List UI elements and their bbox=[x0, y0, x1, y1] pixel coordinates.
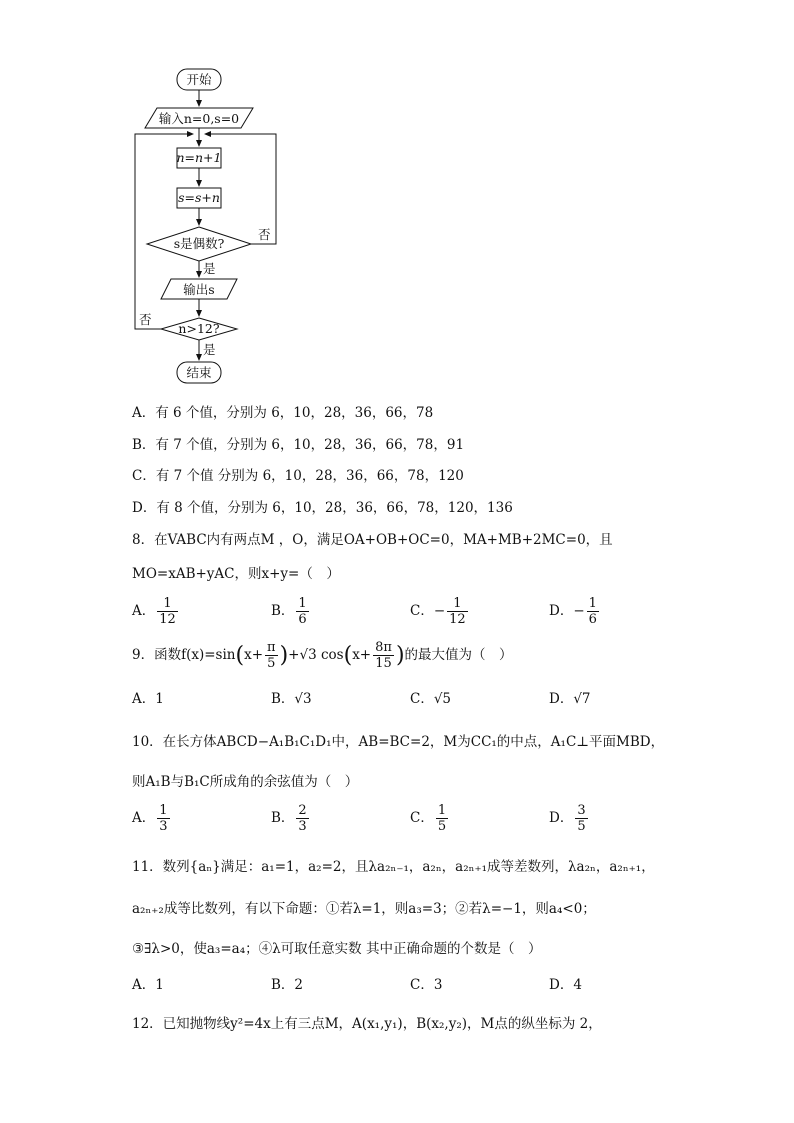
q9-suffix: 的最大值为（ ） bbox=[404, 647, 513, 663]
q8-option-b-label: B． bbox=[271, 603, 295, 619]
step-s-label: s=s+n bbox=[178, 190, 220, 205]
q10-option-b-num: 2 bbox=[298, 803, 307, 818]
q9-option-b: B．√3 bbox=[271, 691, 312, 707]
q10-option-a bbox=[132, 803, 172, 834]
q10-option-b-frac bbox=[296, 803, 308, 834]
q8-option-c-den: 12 bbox=[449, 612, 466, 627]
q11-stem-line1: 11．数列{aₙ}满足：a₁=1，a₂=2，且λa₂ₙ₋₁，a₂ₙ，a₂ₙ₊₁成等差数列，λa₂ₙ，a₂ₙ₊₁， bbox=[132, 859, 655, 875]
q8-option-b-num: 1 bbox=[298, 596, 307, 611]
q11-option-a: A．1 bbox=[132, 977, 164, 993]
output-label: 输出s bbox=[183, 282, 215, 297]
q9-frac2 bbox=[373, 640, 394, 671]
q8-option-a bbox=[132, 596, 180, 627]
no-label-2: 否 bbox=[139, 312, 152, 327]
q10-option-a-den: 3 bbox=[159, 819, 168, 834]
q10-option-c-den: 5 bbox=[437, 819, 447, 834]
q10-option-c-frac bbox=[436, 803, 448, 834]
q10-option-d-label: D． bbox=[549, 810, 574, 826]
q10-option-d-den: 5 bbox=[577, 819, 586, 834]
step-n-label: n=n+1 bbox=[176, 150, 222, 165]
q8-option-b bbox=[271, 596, 311, 627]
q8-option-c-label: C． bbox=[410, 603, 434, 619]
q7-option-b: B．有 7 个值，分别为 6，10，28，36，66，78，91 bbox=[132, 437, 465, 453]
q10-stem-line1: 10．在长方体ABCD−A₁B₁C₁D₁中，AB=BC=2，M为CC₁的中点，A₁C⊥平面MBD， bbox=[132, 734, 665, 750]
q8-option-d bbox=[549, 596, 601, 627]
q10-option-d-num: 3 bbox=[577, 803, 586, 818]
q11-option-c: C．3 bbox=[410, 977, 443, 993]
q9-frac1 bbox=[265, 640, 278, 671]
q7-option-c: C．有 7 个值 分别为 6，10，28，36，66，78，120 bbox=[132, 468, 464, 484]
q8-stem-line1: 8．在VABC内有两点M ，O，满足OA+OB+OC=0，MA+MB+2MC=0，且 bbox=[132, 532, 613, 548]
q8-option-d-label: D． bbox=[549, 603, 574, 619]
q9-mid: +√3 cos bbox=[288, 647, 344, 663]
decision-n-label: n>12? bbox=[178, 321, 220, 336]
q9-option-a: A．1 bbox=[132, 691, 164, 707]
q9-frac1-den: 5 bbox=[267, 656, 276, 671]
q9-frac2-den: 15 bbox=[375, 656, 392, 671]
q8-option-a-frac bbox=[157, 596, 178, 627]
start-label: 开始 bbox=[186, 72, 212, 87]
q8-option-c-frac bbox=[447, 596, 468, 627]
q10-option-a-label: A． bbox=[132, 810, 156, 826]
q9-arg2: x+ bbox=[352, 647, 372, 663]
q10-option-b-label: B． bbox=[271, 810, 295, 826]
q11-option-b: B．2 bbox=[271, 977, 304, 993]
q8-option-c bbox=[410, 596, 470, 627]
q10-stem-line2: 则A₁B与B₁C所成角的余弦值为（ ） bbox=[132, 774, 359, 790]
q9-prefix: 9．函数f(x)=sin bbox=[132, 647, 236, 663]
q9-stem: 9．函数f(x)=sin(x+ $\frac{\pi}{5}$ )+√3 cos(x+ $\frac{8\pi}{15}$ )的最大值为（ ） bbox=[132, 640, 513, 671]
yes-label-1: 是 bbox=[203, 261, 216, 276]
q9-arg1: x+ bbox=[244, 647, 264, 663]
end-label: 结束 bbox=[186, 365, 212, 380]
flowchart bbox=[125, 62, 295, 392]
q9-frac1-num: π bbox=[267, 640, 276, 655]
q8-option-a-den: 12 bbox=[159, 612, 176, 627]
q9-option-c: C．√5 bbox=[410, 691, 452, 707]
input-label: 输入n=0,s=0 bbox=[158, 111, 240, 126]
q10-option-c-num: 1 bbox=[437, 803, 447, 818]
q8-option-d-sign: − bbox=[573, 603, 585, 619]
q8-option-d-frac bbox=[587, 596, 599, 627]
q7-option-a: A．有 6 个值，分别为 6，10，28，36，66，78 bbox=[132, 405, 434, 421]
q11-option-d: D．4 bbox=[549, 977, 582, 993]
q8-stem-line2: MO=xAB+yAC，则x+y=（ ） bbox=[132, 566, 340, 582]
q10-option-d-frac bbox=[575, 803, 587, 834]
q8-option-b-den: 6 bbox=[298, 612, 307, 627]
yes-label-2: 是 bbox=[203, 342, 216, 357]
q8-option-c-sign: − bbox=[433, 603, 446, 619]
q9-option-d: D．√7 bbox=[549, 691, 591, 707]
q10-option-c bbox=[410, 803, 450, 834]
q8-option-a-num: 1 bbox=[157, 596, 178, 612]
q9-frac2-num: 8π bbox=[375, 640, 392, 655]
q10-option-a-frac bbox=[157, 803, 169, 834]
q7-option-d: D．有 8 个值，分别为 6，10，28，36，66，78，120，136 bbox=[132, 500, 513, 516]
q12-stem-line1: 12．已知抛物线y²=4x上有三点M，A(x₁,y₁)，B(x₂,y₂)，M点的纵坐标为 2， bbox=[132, 1016, 602, 1032]
q8-option-b-frac bbox=[296, 596, 308, 627]
q10-option-d bbox=[549, 803, 590, 834]
q8-option-d-num: 1 bbox=[588, 596, 597, 611]
q10-option-b bbox=[271, 803, 311, 834]
q8-option-c-num: 1 bbox=[447, 596, 468, 612]
q10-option-b-den: 3 bbox=[298, 819, 307, 834]
q8-option-a-label: A． bbox=[132, 603, 156, 619]
q11-stem-line2: a₂ₙ₊₂成等比数列，有以下命题：①若λ=1，则a₃=3；②若λ=−1，则a₄<0； bbox=[132, 901, 596, 917]
no-label-1: 否 bbox=[258, 227, 271, 242]
q10-option-c-label: C． bbox=[410, 810, 434, 826]
decision-even-label: s是偶数? bbox=[173, 236, 225, 251]
q10-option-a-num: 1 bbox=[159, 803, 168, 818]
q11-stem-line3: ③∃λ>0，使a₃=a₄；④λ可取任意实数 其中正确命题的个数是（ ） bbox=[132, 941, 542, 957]
q8-option-d-den: 6 bbox=[588, 612, 597, 627]
